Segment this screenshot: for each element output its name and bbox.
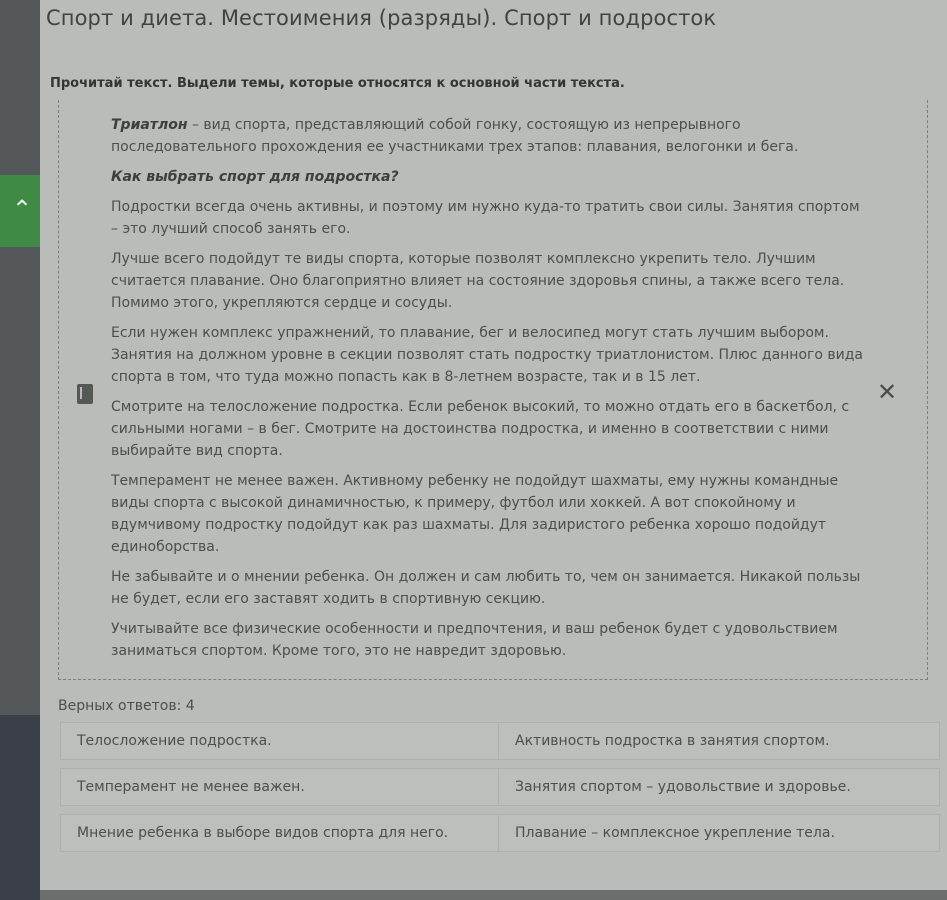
close-icon[interactable]: ✕ <box>877 378 898 406</box>
answer-option[interactable]: Занятия спортом – удовольствие и здоровье. <box>498 768 940 806</box>
definition-paragraph <box>111 114 866 158</box>
reading-text-box <box>58 100 928 680</box>
paragraph-3: Если нужен комплекс упражнений, то плавание, бег и велосипед могут стать лучшим выбором. Занятия на должном уровне в секции позволят стать подростку триатлонистом. Плюс данного вида спорта в том, что туда можно попасть как в 8-летнем возрасте, так и в 15 лет. <box>111 325 864 385</box>
paragraph-4: Смотрите на телосложение подростка. Если ребенок высокий, то можно отдать его в баскетбол, с сильными ногами – в бег. Смотрите на достоинства подростка, и именно в соответствии с ними выбирайте вид спорта. <box>111 399 850 459</box>
answer-option[interactable]: Темперамент не менее важен. <box>60 768 502 806</box>
book-icon <box>77 384 93 404</box>
answer-option[interactable]: Телосложение подростка. <box>60 722 502 760</box>
page-title: Спорт и диета. Местоимения (разряды). Спорт и подросток <box>46 6 717 30</box>
task-instruction: Прочитай текст. Выдели темы, которые относятся к основной части текста. <box>50 76 625 91</box>
task-card <box>40 0 947 890</box>
term-definition: – вид спорта, представляющий собой гонку, состоящую из непрерывного последовательного прохождения ее участниками трех этапов: плавания, велогонки и бега. <box>111 117 799 155</box>
reading-text <box>111 114 866 670</box>
collapse-tab[interactable] <box>0 175 40 247</box>
answer-option[interactable]: Активность подростка в занятия спортом. <box>498 722 940 760</box>
answer-option[interactable]: Плавание – комплексное укрепление тела. <box>498 814 940 852</box>
paragraph-5: Темперамент не менее важен. Активному ребенку не подойдут шахматы, ему нужны командные виды спорта с высокой динамичностью, к примеру, футбол или хоккей. А вот спокойному и вдумчивому подростку подойдут как раз шахматы. Для задиристого ребенка хорошо подойдут единоборства. <box>111 473 839 555</box>
chevron-up-icon: ⌃ <box>12 195 33 223</box>
term-triathlon: Триатлон <box>111 117 188 133</box>
answer-option[interactable]: Мнение ребенка в выборе видов спорта для него. <box>60 814 502 852</box>
paragraph-7: Учитывайте все физические особенности и предпочтения, и ваш ребенок будет с удовольствием заниматься спортом. Кроме того, это не навредит здоровью. <box>111 621 838 659</box>
section-question: Как выбрать спорт для подростка? <box>111 169 399 185</box>
paragraph-2: Лучше всего подойдут те виды спорта, которые позволят комплексно укрепить тело. Лучшим считается плавание. Оно благоприятно влияет на состояние здоровья спины, а также всего тела. Помимо этого, укрепляются сердце и сосуды. <box>111 251 845 311</box>
paragraph-1: Подростки всегда очень активны, и поэтому им нужно куда-то тратить свои силы. Занятия спортом – это лучший способ занять его. <box>111 199 860 237</box>
paragraph-6: Не забывайте и о мнении ребенка. Он должен и сам любить то, чем он занимается. Никакой пользы не будет, если его заставят ходить в спортивную секцию. <box>111 569 861 607</box>
correct-answers-count: Верных ответов: 4 <box>58 698 195 714</box>
left-rail <box>0 0 40 900</box>
rail-lower-panel <box>0 715 40 900</box>
